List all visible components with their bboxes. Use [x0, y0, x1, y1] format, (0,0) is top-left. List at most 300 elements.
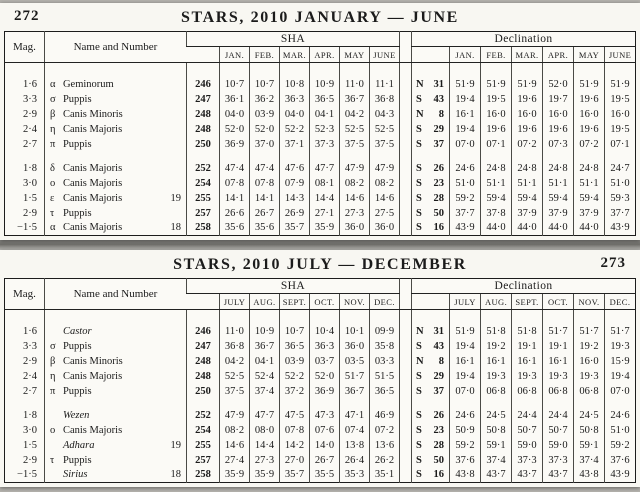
gap-cell: [450, 63, 481, 77]
page-title: STARS, 2010 JULY — DECEMBER: [173, 256, 467, 273]
gap-cell: [481, 152, 512, 161]
month-header: NOV.: [574, 294, 605, 310]
dec-value-cell: 19·5: [481, 92, 512, 107]
dec-value-cell: 07·2: [512, 137, 543, 152]
sha-value-cell: 36·3: [309, 339, 339, 354]
gap-cell: [400, 423, 412, 438]
gap-cell: [400, 206, 412, 221]
gap-cell: [605, 310, 636, 324]
col-header-declination: Declination: [412, 279, 636, 294]
gap-cell: [279, 310, 309, 324]
dec-value-cell: 51·7: [605, 324, 636, 339]
dec-value-cell: 16·0: [605, 107, 636, 122]
gap-cell: [400, 408, 412, 423]
star-name: Canis Majoris: [62, 424, 123, 436]
sha-value-cell: 07·2: [369, 423, 399, 438]
dec-degrees: 29: [433, 123, 445, 135]
star-designation: τ: [49, 454, 55, 466]
dec-value-cell: 19·4: [605, 369, 636, 384]
dec-degrees: 43: [433, 340, 445, 352]
month-header: JULY: [450, 294, 481, 310]
gap-cell: [605, 152, 636, 161]
sha-value-cell: 37·5: [219, 384, 249, 399]
sha-degrees-cell: 257: [186, 206, 219, 221]
dec-degrees-cell: [412, 92, 450, 107]
gap-cell: [309, 399, 339, 408]
month-header: MAR.: [512, 47, 543, 63]
dec-value-cell: 59·2: [450, 438, 481, 453]
sha-value-cell: 14·6: [339, 191, 369, 206]
gap-cell: [219, 399, 249, 408]
dec-value-cell: 16·1: [543, 354, 574, 369]
sha-value-cell: 37·5: [369, 137, 399, 152]
dec-value-cell: 50·8: [574, 423, 605, 438]
dec-value-cell: 19·6: [481, 122, 512, 137]
sha-value-cell: 04·3: [369, 107, 399, 122]
dec-value-cell: 43·9: [605, 468, 636, 483]
sha-value-cell: 52·0: [249, 122, 279, 137]
name-cell: [44, 468, 186, 483]
gap-cell: [186, 399, 219, 408]
dec-degrees-cell: [412, 122, 450, 137]
gap-cell: [400, 468, 412, 483]
month-header: OCT.: [543, 294, 574, 310]
sha-value-cell: 26·6: [219, 206, 249, 221]
star-designation: π: [49, 385, 56, 397]
sha-value-cell: 10·9: [249, 324, 279, 339]
star-row: [4, 453, 635, 468]
sha-value-cell: 14·6: [219, 438, 249, 453]
dec-degrees: 26: [433, 409, 445, 421]
gap-cell: [450, 310, 481, 324]
scanned-almanac-pages: [0, 3, 640, 487]
dec-degrees: 50: [433, 207, 445, 219]
dec-value-cell: 24·8: [574, 161, 605, 176]
star-name: Puppis: [62, 454, 92, 466]
dec-degrees: 28: [433, 439, 445, 451]
dec-value-cell: 19·6: [512, 122, 543, 137]
gap-cell: [369, 310, 399, 324]
magnitude-cell: 3·0: [22, 177, 37, 189]
gap-cell: [512, 152, 543, 161]
dec-hemisphere: S: [416, 370, 422, 382]
dec-degrees: 50: [433, 454, 445, 466]
dec-value-cell: 19·1: [512, 339, 543, 354]
sha-value-cell: 26·2: [369, 453, 399, 468]
magnitude-cell: 1·6: [22, 325, 37, 337]
sha-value-cell: 13·6: [369, 438, 399, 453]
sha-degrees-cell: 255: [186, 191, 219, 206]
dec-degrees-cell: [412, 206, 450, 221]
dec-value-cell: 19·3: [512, 369, 543, 384]
name-cell: [44, 384, 186, 399]
dec-value-cell: 59·4: [481, 191, 512, 206]
dec-value-cell: 19·3: [543, 369, 574, 384]
star-name: Canis Majoris: [62, 177, 123, 189]
dec-hemisphere: N: [416, 325, 424, 337]
magnitude-cell: 2·4: [22, 370, 37, 382]
dec-value-cell: 51·0: [450, 176, 481, 191]
sha-value-cell: 36·2: [249, 92, 279, 107]
gap-cell: [339, 310, 369, 324]
star-row: [4, 122, 635, 137]
star-name: Canis Majoris: [62, 222, 123, 234]
dec-value-cell: 24·5: [574, 408, 605, 423]
dec-value-cell: 59·4: [574, 191, 605, 206]
scan-divider: [0, 240, 640, 250]
gap-cell: [543, 310, 574, 324]
gap-cell: [574, 63, 605, 77]
sha-value-cell: 47·1: [339, 408, 369, 423]
magnitude-cell: 3·0: [22, 424, 37, 436]
gap-cell: [412, 63, 450, 77]
gap-cell: [605, 399, 636, 408]
gap-cell: [219, 63, 249, 77]
sha-degrees-cell: 248: [186, 354, 219, 369]
star-name: Canis Minoris: [62, 108, 123, 120]
gap-cell: [400, 369, 412, 384]
dec-value-cell: 19·2: [574, 339, 605, 354]
star-name: Canis Majoris: [62, 192, 123, 204]
sha-value-cell: 14·2: [279, 438, 309, 453]
magnitude-cell: −1·5: [17, 222, 37, 234]
dec-value-cell: 07·0: [450, 384, 481, 399]
sha-value-cell: 35·6: [219, 221, 249, 236]
dec-value-cell: 24·4: [512, 408, 543, 423]
dec-value-cell: 37·8: [481, 206, 512, 221]
dec-degrees: 16: [433, 222, 445, 234]
sha-degrees-cell: 252: [186, 408, 219, 423]
dec-value-cell: 24·4: [543, 408, 574, 423]
star-name: Castor: [62, 325, 92, 337]
sha-value-cell: 35·1: [369, 468, 399, 483]
star-row: [4, 92, 635, 107]
sha-value-cell: 52·0: [309, 369, 339, 384]
name-cell: [44, 206, 186, 221]
page-header: [0, 5, 640, 31]
dec-degrees: 37: [433, 385, 445, 397]
star-designation: ε: [49, 192, 55, 204]
dec-value-cell: 19·4: [450, 92, 481, 107]
gap-cell: [219, 152, 249, 161]
star-row: [4, 384, 635, 399]
magnitude-cell: 1·5: [22, 439, 37, 451]
name-cell: [44, 369, 186, 384]
dec-value-cell: 16·0: [543, 107, 574, 122]
sha-value-cell: 10·8: [279, 77, 309, 92]
sha-value-cell: 04·1: [309, 107, 339, 122]
gap-cell: [400, 122, 412, 137]
sha-value-cell: 35·9: [249, 468, 279, 483]
gap-cell: [400, 310, 412, 324]
star-designation: τ: [49, 207, 55, 219]
star-designation: σ: [49, 340, 56, 352]
gap-cell: [400, 107, 412, 122]
dec-value-cell: 51·9: [450, 77, 481, 92]
sha-value-cell: 27·1: [309, 206, 339, 221]
star-designation: σ: [49, 93, 56, 105]
dec-hemisphere: N: [416, 108, 424, 120]
dec-hemisphere: S: [416, 469, 422, 481]
almanac-page-272: [0, 3, 640, 240]
magnitude-cell: 3·3: [22, 340, 37, 352]
dec-value-cell: 16·0: [574, 107, 605, 122]
dec-value-cell: 51·9: [481, 77, 512, 92]
month-header: JUNE: [605, 47, 636, 63]
gap-cell: [249, 310, 279, 324]
star-designation: η: [49, 123, 56, 135]
sha-value-cell: 52·5: [369, 122, 399, 137]
sha-value-cell: 35·8: [369, 339, 399, 354]
page-header: [0, 252, 640, 278]
sha-value-cell: 37·3: [309, 137, 339, 152]
star-name: Puppis: [62, 340, 92, 352]
dec-value-cell: 52·0: [543, 77, 574, 92]
star-designation: η: [49, 370, 56, 382]
sha-value-cell: 36·1: [219, 92, 249, 107]
col-header-name: Name and Number: [44, 32, 186, 63]
month-header: FEB.: [249, 47, 279, 63]
sha-value-cell: 47·7: [249, 408, 279, 423]
star-row: [4, 438, 635, 453]
sha-value-cell: 36·7: [249, 339, 279, 354]
star-designation: α: [49, 222, 56, 234]
sha-value-cell: 10·7: [279, 324, 309, 339]
sha-value-cell: 14·4: [249, 438, 279, 453]
sha-value-cell: 04·2: [219, 354, 249, 369]
gap-cell: [400, 152, 412, 161]
gap-cell: [400, 176, 412, 191]
name-cell: [44, 221, 186, 236]
dec-degrees-cell: [412, 324, 450, 339]
month-header: FEB.: [481, 47, 512, 63]
dec-value-cell: 44·0: [543, 221, 574, 236]
magnitude-cell: 1·8: [22, 162, 37, 174]
sha-value-cell: 07·8: [219, 176, 249, 191]
star-row: [4, 221, 635, 236]
dec-value-cell: 51·8: [481, 324, 512, 339]
dec-value-cell: 16·1: [450, 354, 481, 369]
dec-degrees: 8: [438, 108, 445, 120]
sha-degrees-header: [186, 47, 219, 63]
name-cell: [44, 122, 186, 137]
sha-value-cell: 27·3: [249, 453, 279, 468]
gap-cell: [279, 63, 309, 77]
sha-value-cell: 52·2: [279, 369, 309, 384]
dec-degrees-cell: [412, 453, 450, 468]
sha-value-cell: 35·7: [279, 221, 309, 236]
star-row: [4, 206, 635, 221]
dec-value-cell: 19·6: [574, 122, 605, 137]
star-name: Canis Minoris: [62, 355, 123, 367]
gap-cell: [400, 354, 412, 369]
page-title: STARS, 2010 JANUARY — JUNE: [181, 9, 459, 26]
sha-value-cell: 03·7: [309, 354, 339, 369]
sha-value-cell: 10·1: [339, 324, 369, 339]
gap-cell: [543, 63, 574, 77]
dec-value-cell: 19·6: [574, 92, 605, 107]
dec-value-cell: 43·7: [481, 468, 512, 483]
dec-value-cell: 07·1: [481, 137, 512, 152]
sha-value-cell: 27·4: [219, 453, 249, 468]
gap-cell: [512, 310, 543, 324]
dec-value-cell: 59·0: [512, 438, 543, 453]
magnitude-cell: 2·7: [22, 138, 37, 150]
sha-value-cell: 08·2: [339, 176, 369, 191]
gap-cell: [369, 152, 399, 161]
sha-value-cell: 47·6: [279, 161, 309, 176]
dec-value-cell: 07·3: [543, 137, 574, 152]
name-cell: [44, 161, 186, 176]
column-gap: [400, 32, 412, 63]
gap-cell: [543, 399, 574, 408]
month-header: APR.: [309, 47, 339, 63]
gap-cell: [412, 399, 450, 408]
name-cell: [44, 77, 186, 92]
gap-cell: [44, 152, 186, 161]
magnitude-cell: 2·9: [22, 207, 37, 219]
sha-value-cell: 04·0: [279, 107, 309, 122]
dec-degrees-cell: [412, 468, 450, 483]
sha-value-cell: 35·5: [309, 468, 339, 483]
sha-value-cell: 47·4: [219, 161, 249, 176]
dec-degrees-cell: [412, 438, 450, 453]
dec-value-cell: 19·5: [605, 122, 636, 137]
dec-value-cell: 24·7: [605, 161, 636, 176]
sha-value-cell: 47·9: [339, 161, 369, 176]
gap-cell: [400, 324, 412, 339]
sha-degrees-cell: 247: [186, 92, 219, 107]
name-cell: [44, 324, 186, 339]
dec-value-cell: 59·1: [574, 438, 605, 453]
month-header: JUNE: [369, 47, 399, 63]
month-header: AUG.: [249, 294, 279, 310]
gap-cell: [339, 63, 369, 77]
dec-value-cell: 19·6: [512, 92, 543, 107]
star-row: [4, 423, 635, 438]
spacer-row: [4, 399, 635, 408]
dec-value-cell: 07·0: [450, 137, 481, 152]
gap-cell: [400, 339, 412, 354]
dec-value-cell: 37·9: [574, 206, 605, 221]
dec-value-cell: 19·3: [481, 369, 512, 384]
stars-table-jul-dec: [4, 278, 636, 483]
sha-degrees-cell: 252: [186, 161, 219, 176]
dec-value-cell: 51·9: [450, 324, 481, 339]
gap-cell: [186, 152, 219, 161]
dec-value-cell: 19·4: [450, 369, 481, 384]
sha-degrees-cell: 257: [186, 453, 219, 468]
dec-value-cell: 19·7: [543, 92, 574, 107]
dec-degrees: 37: [433, 138, 445, 150]
dec-degrees-cell: [412, 107, 450, 122]
star-designation: ο: [49, 177, 56, 189]
dec-value-cell: 43·8: [450, 468, 481, 483]
dec-value-cell: 06·8: [481, 384, 512, 399]
dec-value-cell: 07·1: [605, 137, 636, 152]
dec-degrees-cell: [412, 161, 450, 176]
dec-degrees: 31: [433, 78, 445, 90]
sha-value-cell: 36·5: [369, 384, 399, 399]
sha-value-cell: 08·2: [219, 423, 249, 438]
sha-value-cell: 26·9: [279, 206, 309, 221]
spacer-row: [4, 152, 635, 161]
gap-cell: [369, 63, 399, 77]
dec-value-cell: 59·2: [450, 191, 481, 206]
sha-value-cell: 26·4: [339, 453, 369, 468]
sha-value-cell: 07·8: [249, 176, 279, 191]
sha-value-cell: 47·3: [309, 408, 339, 423]
sha-value-cell: 37·4: [249, 384, 279, 399]
dec-hemisphere: S: [416, 340, 422, 352]
sha-value-cell: 14·0: [309, 438, 339, 453]
dec-degrees-cell: [412, 191, 450, 206]
sha-degrees-cell: 255: [186, 438, 219, 453]
dec-degrees: 43: [433, 93, 445, 105]
dec-value-cell: 37·6: [450, 453, 481, 468]
sha-value-cell: 36·5: [309, 92, 339, 107]
magnitude-cell: 1·6: [22, 78, 37, 90]
dec-value-cell: 51·9: [574, 77, 605, 92]
sha-value-cell: 36·0: [369, 221, 399, 236]
dec-value-cell: 19·2: [481, 339, 512, 354]
sha-value-cell: 36·5: [279, 339, 309, 354]
star-row: [4, 77, 635, 92]
name-cell: [44, 92, 186, 107]
dec-degrees-cell: [412, 369, 450, 384]
dec-value-cell: 19·4: [450, 339, 481, 354]
sha-value-cell: 10·7: [219, 77, 249, 92]
sha-value-cell: 07·9: [279, 176, 309, 191]
sha-value-cell: 52·5: [339, 122, 369, 137]
star-number: 19: [170, 439, 181, 451]
sha-value-cell: 11·0: [219, 324, 249, 339]
gap-cell: [574, 152, 605, 161]
sha-value-cell: 35·3: [339, 468, 369, 483]
sha-value-cell: 47·5: [279, 408, 309, 423]
star-name: Canis Majoris: [62, 123, 123, 135]
dec-hemisphere: N: [416, 355, 424, 367]
sha-degrees-cell: 247: [186, 339, 219, 354]
sha-value-cell: 36·9: [309, 384, 339, 399]
dec-value-cell: 19·3: [605, 339, 636, 354]
dec-value-cell: 51·7: [574, 324, 605, 339]
gap-cell: [400, 438, 412, 453]
sha-value-cell: 26·7: [309, 453, 339, 468]
star-name: Puppis: [62, 93, 92, 105]
dec-value-cell: 24·6: [605, 408, 636, 423]
sha-value-cell: 09·9: [369, 324, 399, 339]
sha-degrees-cell: 248: [186, 122, 219, 137]
sha-value-cell: 27·0: [279, 453, 309, 468]
sha-value-cell: 37·1: [279, 137, 309, 152]
dec-value-cell: 43·9: [605, 221, 636, 236]
sha-value-cell: 08·2: [369, 176, 399, 191]
name-cell: [44, 354, 186, 369]
month-header: AUG.: [481, 294, 512, 310]
gap-cell: [4, 152, 44, 161]
month-header: JULY: [219, 294, 249, 310]
gap-cell: [249, 152, 279, 161]
dec-value-cell: 37·3: [512, 453, 543, 468]
dec-hemisphere: S: [416, 439, 422, 451]
sha-value-cell: 47·9: [219, 408, 249, 423]
gap-cell: [512, 63, 543, 77]
dec-hemisphere: S: [416, 123, 422, 135]
sha-value-cell: 52·5: [219, 369, 249, 384]
name-cell: [44, 176, 186, 191]
dec-hemisphere: S: [416, 177, 422, 189]
